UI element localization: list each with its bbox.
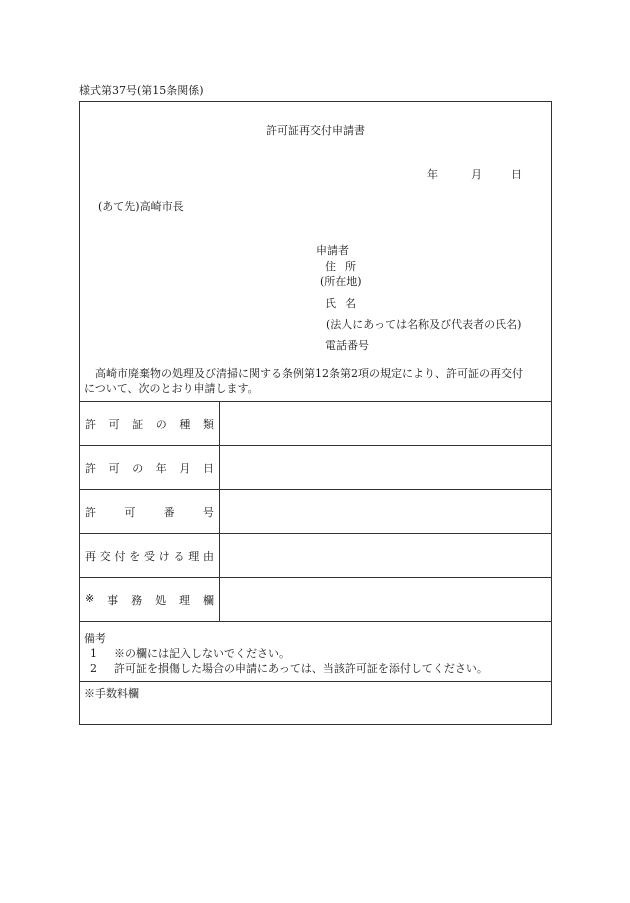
field-label-char: 類 bbox=[202, 417, 214, 431]
field-label-char: 欄 bbox=[202, 593, 214, 607]
field-label-char: 番 bbox=[163, 505, 175, 519]
field-label-char: 務 bbox=[131, 593, 143, 607]
field-label bbox=[80, 490, 220, 534]
field-value-cell[interactable] bbox=[220, 446, 552, 490]
field-label-char: け bbox=[158, 549, 170, 563]
applicant-label: 申請者 bbox=[316, 244, 349, 257]
statement-line-2: について、次のとおり申請します。 bbox=[84, 382, 259, 395]
field-label-char: 許 bbox=[85, 505, 96, 519]
field-label-char: の bbox=[155, 417, 167, 431]
remarks-section bbox=[84, 631, 488, 676]
fee-divider bbox=[80, 681, 551, 682]
statement-line-1: 高崎市廃棄物の処理及び清掃に関する条例第12条第2項の規定により、許可証の再交付 bbox=[95, 367, 523, 380]
form-number: 様式第37号(第15条関係) bbox=[79, 84, 204, 97]
field-row bbox=[80, 578, 552, 622]
field-value-cell[interactable] bbox=[220, 578, 552, 622]
field-label bbox=[80, 402, 220, 446]
field-label-char: 可 bbox=[124, 505, 136, 519]
field-row bbox=[80, 402, 552, 446]
field-row bbox=[80, 490, 552, 534]
applicant-phone-label: 電話番号 bbox=[325, 339, 369, 352]
field-label-char: 許 bbox=[85, 417, 96, 431]
field-label-char: 事 bbox=[107, 593, 119, 607]
remark-item: 2 許可証を損傷した場合の申請にあっては、当該許可証を添付してください。 bbox=[90, 662, 488, 675]
field-label-char: 理 bbox=[179, 593, 191, 607]
field-label-char: 理 bbox=[188, 549, 200, 563]
applicant-address-label: 住所 bbox=[325, 260, 365, 273]
field-label bbox=[80, 446, 220, 490]
permit-fields-table bbox=[79, 401, 552, 622]
application-statement bbox=[84, 366, 547, 396]
field-label-char: 月 bbox=[179, 461, 191, 475]
field-label-char: 再 bbox=[85, 549, 96, 563]
field-label bbox=[80, 578, 220, 622]
field-label-char: 年 bbox=[155, 461, 167, 475]
field-label bbox=[80, 534, 220, 578]
field-label-char: 処 bbox=[155, 593, 167, 607]
field-label-char: 号 bbox=[202, 505, 214, 519]
applicant-location-label: (所在地) bbox=[320, 275, 362, 288]
field-label-char: 証 bbox=[132, 417, 144, 431]
field-label-char: ※ bbox=[85, 591, 95, 605]
addressee: (あて先)高崎市長 bbox=[98, 200, 184, 213]
field-value-cell[interactable] bbox=[220, 402, 552, 446]
remark-item: 1 ※の欄には記入しないでください。 bbox=[90, 647, 290, 660]
field-row bbox=[80, 534, 552, 578]
field-label-char: 種 bbox=[179, 417, 191, 431]
field-label-char: 日 bbox=[202, 461, 214, 475]
field-label-char: の bbox=[132, 461, 144, 475]
fee-section-label: ※手数料欄 bbox=[84, 687, 139, 700]
date-line bbox=[427, 166, 521, 182]
field-label-char: 可 bbox=[108, 461, 120, 475]
field-row bbox=[80, 446, 552, 490]
field-label-char: を bbox=[129, 549, 141, 563]
field-label-char: 由 bbox=[203, 549, 214, 563]
field-label-char: 可 bbox=[108, 417, 120, 431]
form-title: 許可証再交付申請書 bbox=[266, 124, 365, 137]
field-label-char: る bbox=[173, 549, 185, 563]
corporation-note: (法人にあっては名称及び代表者の氏名) bbox=[326, 318, 522, 331]
field-value-cell[interactable] bbox=[220, 490, 552, 534]
applicant-name-label: 氏名 bbox=[325, 297, 365, 310]
field-label-char: 交 bbox=[99, 549, 111, 563]
date-month-label: 月 bbox=[471, 168, 482, 181]
remarks-heading: 備考 bbox=[84, 632, 106, 645]
date-day-label: 日 bbox=[511, 168, 522, 181]
application-form bbox=[79, 101, 552, 725]
date-year-label: 年 bbox=[427, 168, 438, 181]
field-value-cell[interactable] bbox=[220, 534, 552, 578]
field-label-char: 受 bbox=[144, 549, 155, 563]
field-label-char: 付 bbox=[114, 549, 126, 563]
field-label-char: 許 bbox=[85, 461, 96, 475]
